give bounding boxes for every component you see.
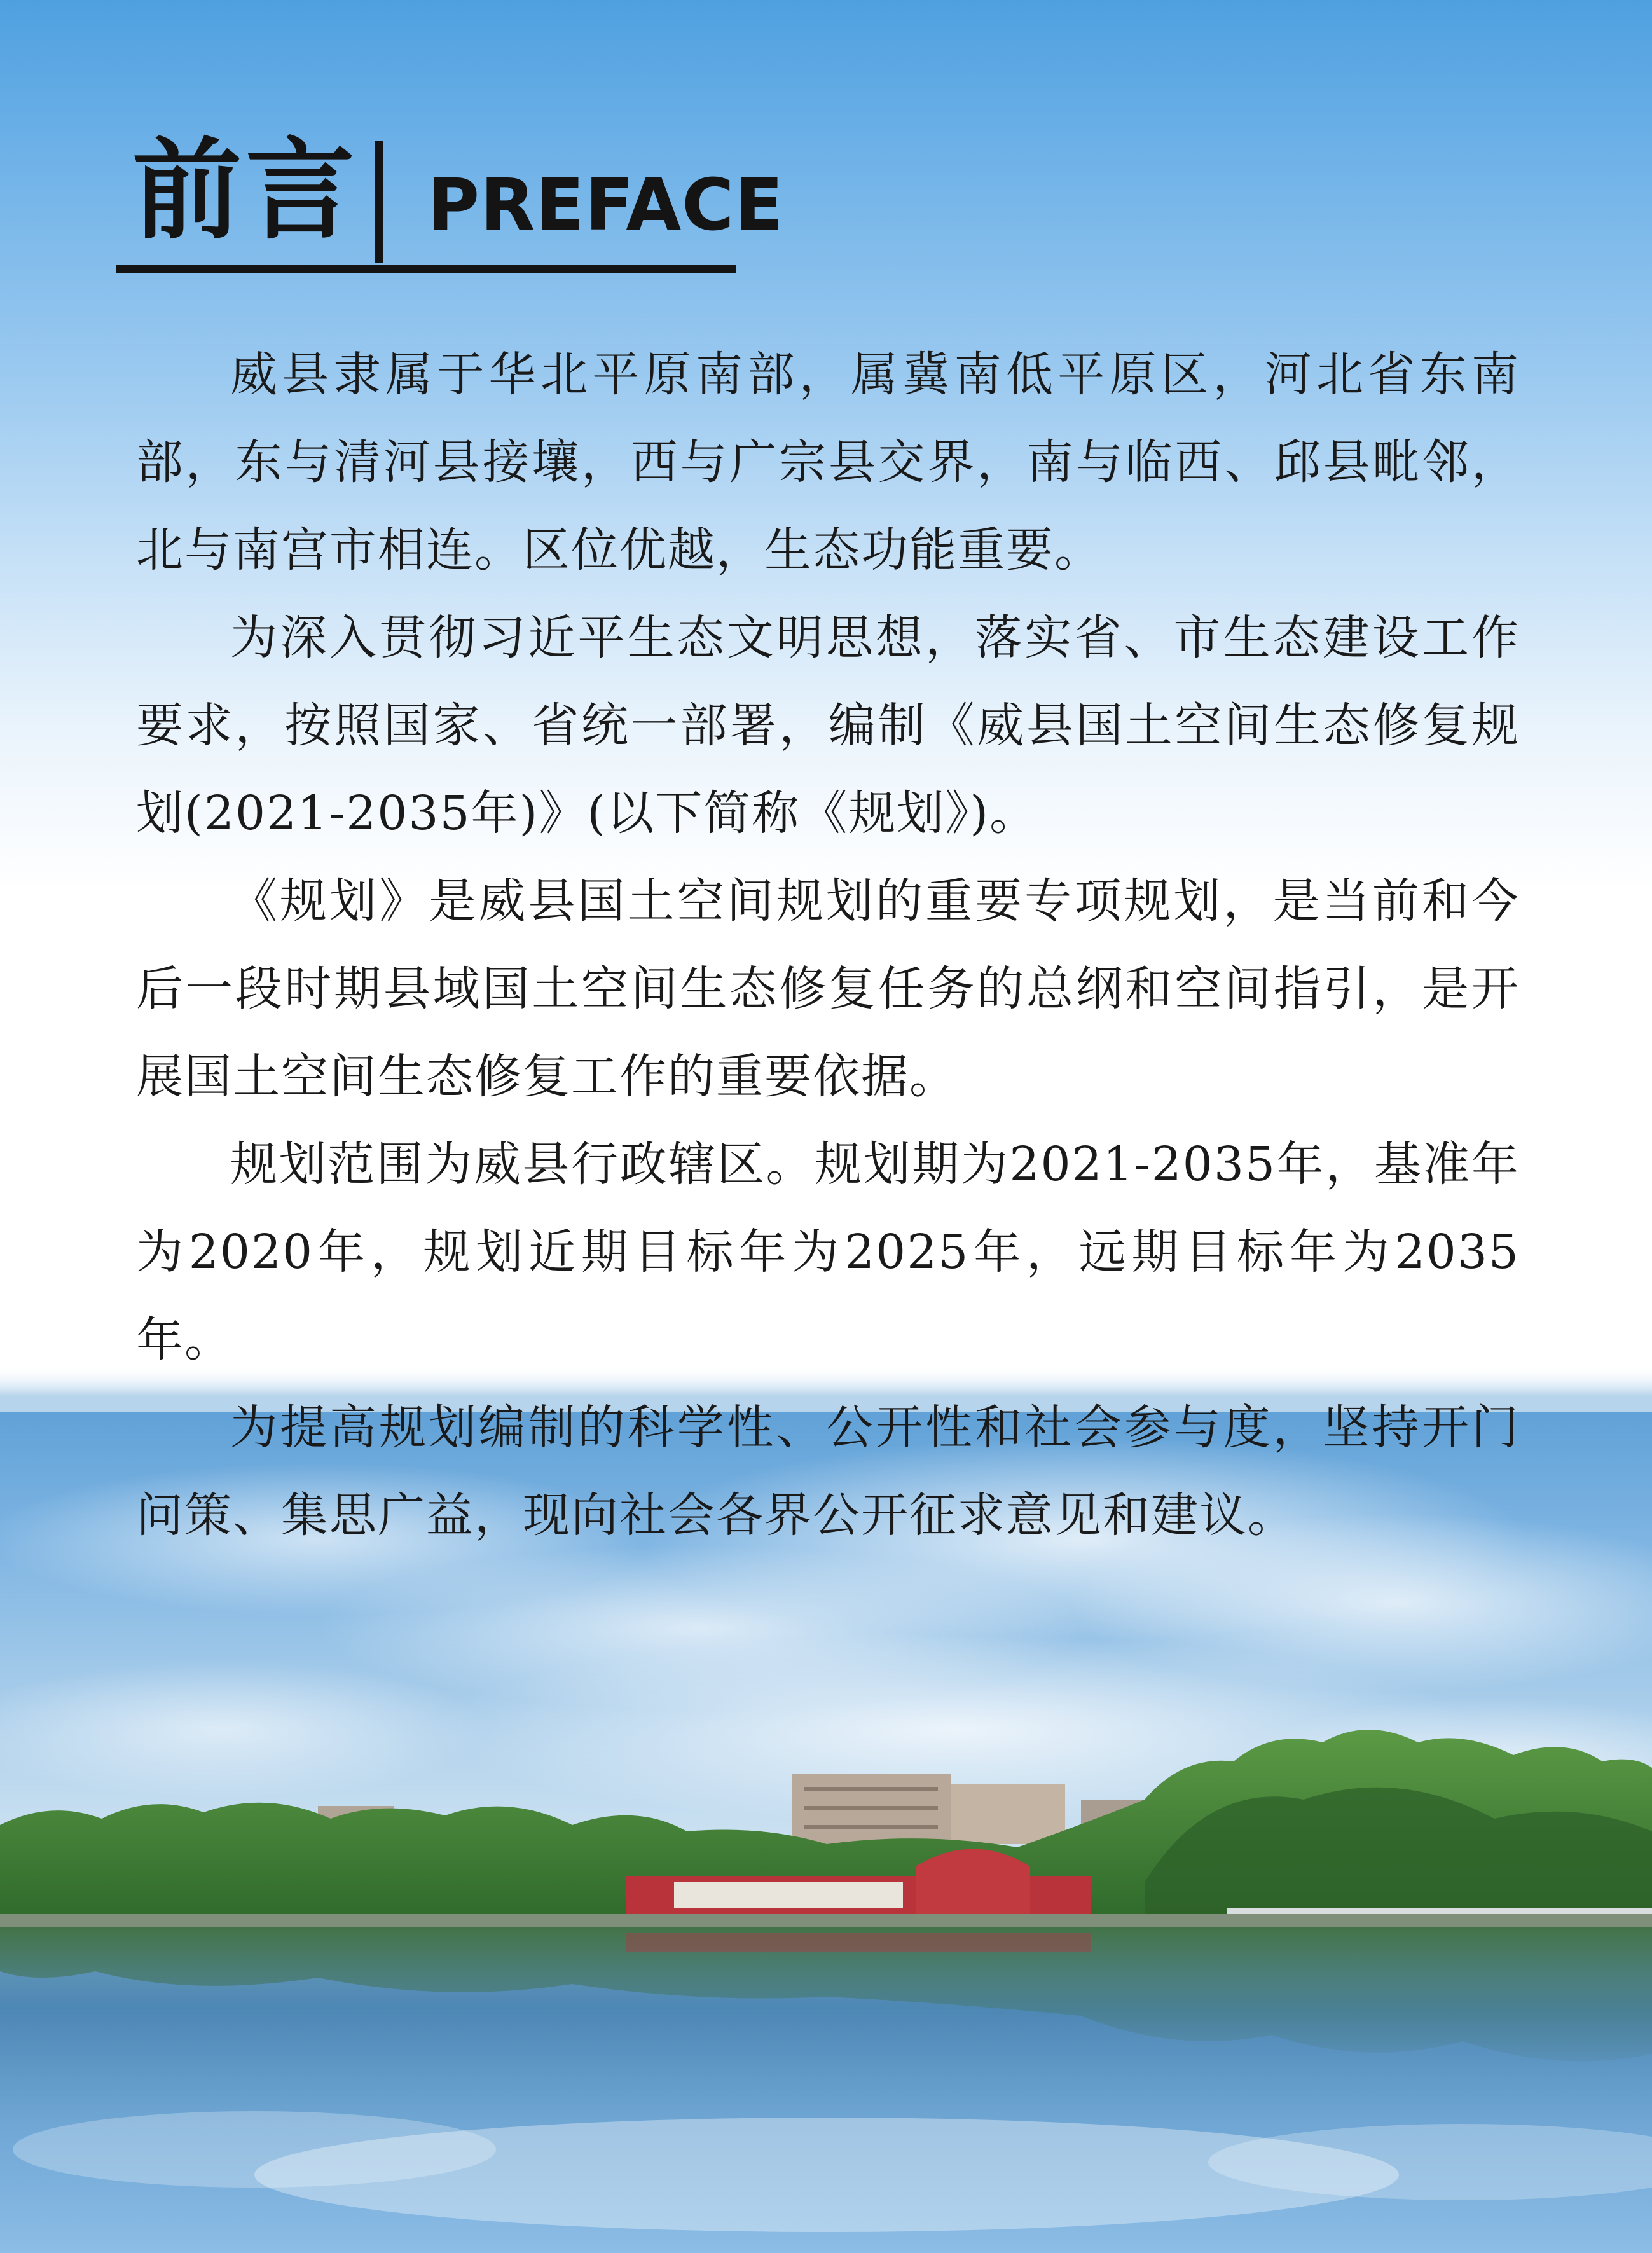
paragraph-location: 威县隶属于华北平原南部，属冀南低平原区，河北省东南部，东与清河县接壤，西与广宗县交界，南与临西、邱县毗邻，北与南宫市相连。区位优越，生态功能重要。: [136, 347, 1520, 577]
title-divider: [375, 141, 383, 263]
paragraph-purpose: 为深入贯彻习近平生态文明思想，落实省、市生态建设工作要求，按照国家、省统一部署，编制《威县国土空间生态修复规划(2021-2035年)》(以下简称《规划》)。: [136, 610, 1520, 841]
page-title-english: PREFACE: [427, 164, 784, 247]
title-underline: [116, 265, 736, 273]
page-title: 前言: [132, 127, 359, 254]
paragraph-scope: 规划范围为威县行政辖区。规划期为2021-2035年，基准年为2020年，规划近期目标年为2025年，远期目标年为2035年。: [136, 1137, 1520, 1367]
paragraph-consultation: 为提高规划编制的科学性、公开性和社会参与度，坚持开门问策、集思广益，现向社会各界公开征求意见和建议。: [136, 1400, 1520, 1543]
paragraph-role: 《规划》是威县国土空间规划的重要专项规划，是当前和今后一段时期县域国土空间生态修复任务的总纲和空间指引，是开展国土空间生态修复工作的重要依据。: [136, 874, 1520, 1104]
preface-body: [136, 331, 1520, 1559]
